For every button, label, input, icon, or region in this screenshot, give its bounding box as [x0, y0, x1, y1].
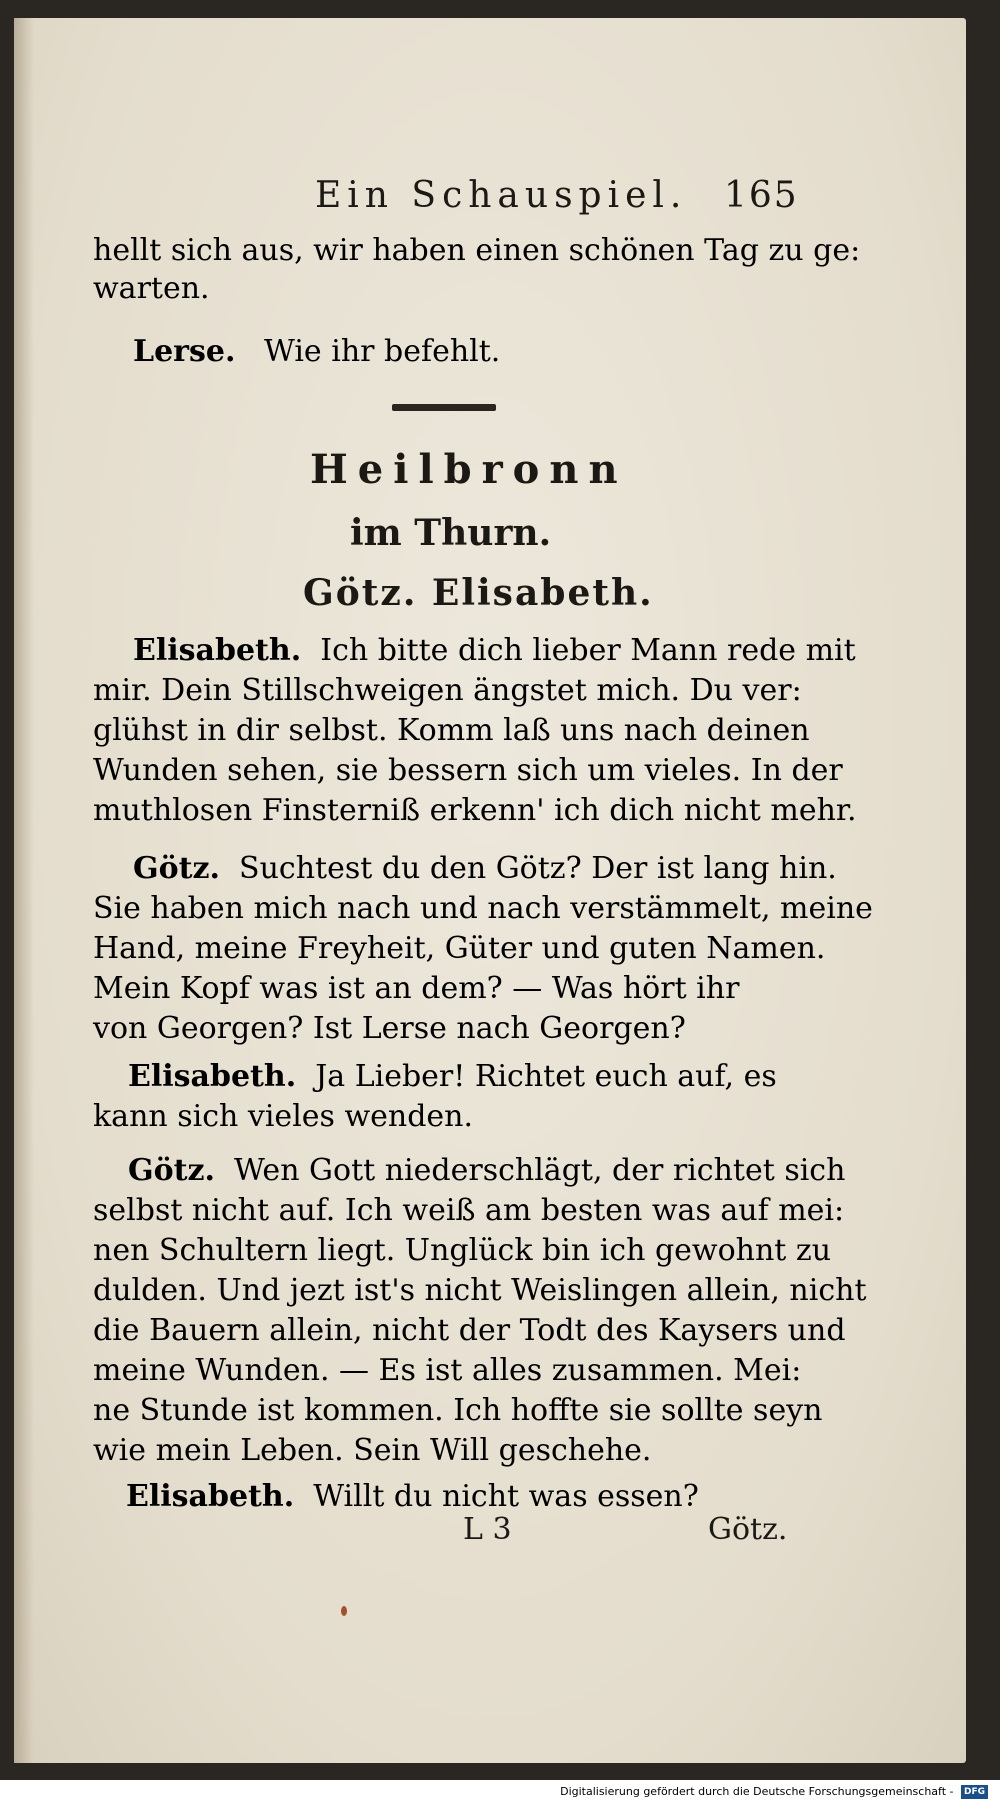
speech-line — [133, 632, 856, 670]
speech-text: Suchtest du den Götz? Der ist lang hin. — [239, 851, 837, 886]
catchword: Götz. — [708, 1512, 788, 1547]
speech-text: Ich bitte dich lieber Mann rede mit — [320, 633, 856, 668]
speech-text: Wie ihr befehlt. — [264, 334, 501, 369]
speech-text: Willt du nicht was essen? — [313, 1479, 699, 1514]
text-line: von Georgen? Ist Lerse nach Georgen? — [93, 1011, 686, 1046]
speech-line — [133, 850, 837, 888]
text-line: glühst in dir selbst. Komm laß uns nach deinen — [93, 713, 810, 748]
text-line: mir. Dein Stillschweigen ängstet mich. Du ver: — [93, 673, 802, 708]
speaker-name: Elisabeth. — [126, 1479, 295, 1514]
text-line: Sie haben mich nach und nach verstämmelt, meine — [93, 891, 873, 926]
scene-heading: Heilbronn — [310, 446, 628, 493]
scene-location: im Thurn. — [350, 512, 552, 554]
text-line: wie mein Leben. Sein Will geschehe. — [93, 1433, 652, 1468]
text-line: selbst nicht auf. Ich weiß am besten was auf mei: — [93, 1193, 845, 1228]
speaker-name: Götz. — [128, 1153, 215, 1188]
text-line: kann sich vieles wenden. — [93, 1099, 474, 1134]
scene-characters: Götz. Elisabeth. — [303, 572, 654, 614]
scene-divider — [392, 404, 496, 411]
digitization-credit — [560, 1782, 988, 1802]
text-line: meine Wunden. — Es ist alles zusammen. Mei: — [93, 1353, 802, 1388]
speech-text: Wen Gott niederschlägt, der richtet sich — [234, 1153, 846, 1188]
text-line: hellt sich aus, wir haben einen schönen Tag zu ge: — [93, 233, 861, 268]
text-line: die Bauern allein, nicht der Todt des Kaysers und — [93, 1313, 846, 1348]
text-line: ne Stunde ist kommen. Ich hoffte sie sollte seyn — [93, 1393, 823, 1428]
page-stain — [341, 1606, 347, 1616]
speech-line — [128, 1058, 828, 1096]
text-line: muthlosen Finsterniß erkenn' ich dich nicht mehr. — [93, 793, 857, 828]
speech-text: Ja Lieber! Richtet euch auf, es — [315, 1059, 777, 1094]
page-number: 165 — [724, 175, 799, 216]
speaker-name: Elisabeth. — [133, 633, 302, 668]
dfg-logo: DFG — [961, 1785, 988, 1799]
text-line: Mein Kopf was ist an dem? — Was hört ihr — [93, 971, 740, 1006]
speaker-name: Götz. — [133, 851, 220, 886]
speech-line — [128, 1152, 846, 1190]
text-line: dulden. Und jezt ist's nicht Weislingen allein, nicht — [93, 1273, 867, 1308]
signature-mark: L 3 — [463, 1512, 512, 1547]
text-line: Hand, meine Freyheit, Güter und guten Namen. — [93, 931, 826, 966]
speaker-name: Elisabeth. — [128, 1059, 297, 1094]
running-head: Ein Schauspiel. — [315, 175, 688, 216]
speaker-name: Lerse. — [133, 334, 236, 369]
speech-line — [133, 333, 833, 371]
text-line: warten. — [93, 271, 210, 306]
credit-text: Digitalisierung gefördert durch die Deutsche Forschungsgemeinschaft - — [560, 1785, 954, 1798]
text-line: Wunden sehen, sie bessern sich um vieles. In der — [93, 753, 843, 788]
speech-line — [126, 1478, 826, 1516]
page-gutter-shadow — [14, 18, 34, 1763]
text-line: nen Schultern liegt. Unglück bin ich gewohnt zu — [93, 1233, 832, 1268]
